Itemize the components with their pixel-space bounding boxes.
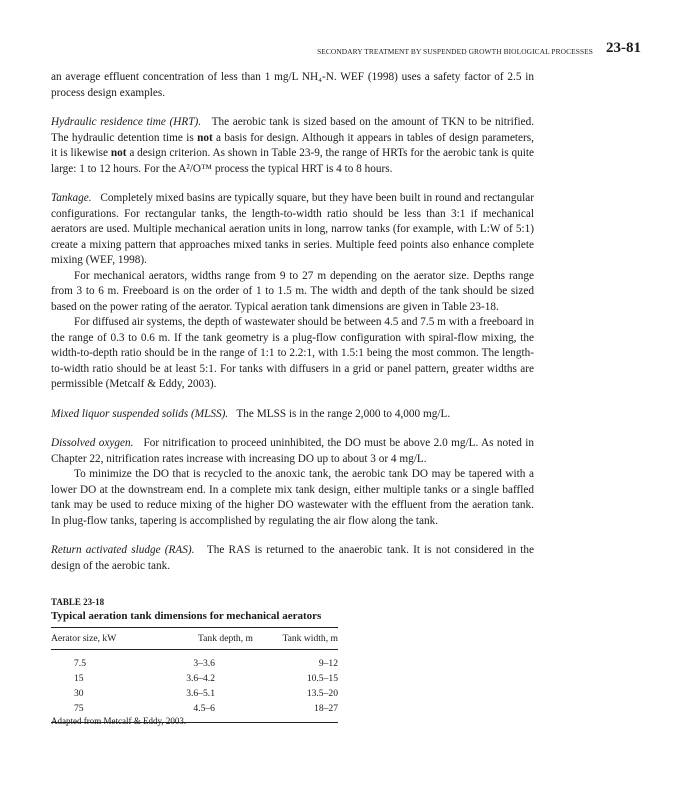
hrt-text-2: a basis for design. Although it appears in tables of design parameters, it is likewise — [51, 131, 534, 159]
table-row — [51, 686, 338, 701]
hrt-text-3: a design criterion. As shown in Table 23-9, the range of HRTs for the aerobic tank is quite large: 1 to 12 hours. For the A²/O™ process the typical HRT is 4 to 8 hours. — [51, 147, 535, 175]
paragraph-do-tapering: To minimize the DO that is recycled to the anoxic tank, the aerobic tank DO may be tapered with a lower DO at the downstream end. In a complete mix tank design, either multiple tanks or a single baffled tank may be used to reduce mixing of the higher DO wastewater with the effluent from the aeration tank. In plug-flow tanks, tapering is accomplished by regulating the air flow along the tank. — [51, 468, 534, 527]
table-cell: 18–27 — [253, 701, 338, 723]
table-cell: 7.5 — [74, 658, 86, 669]
table-caption: Typical aeration tank dimensions for mechanical aerators — [51, 610, 322, 622]
dimensions-table — [51, 627, 338, 723]
column-header: Tank depth, m — [151, 628, 253, 650]
paragraph-tankage — [51, 191, 534, 269]
table-source-note: Adapted from Metcalf & Eddy, 2003. — [51, 716, 187, 726]
table-cell: 3.6–4.2 — [186, 673, 215, 684]
do-heading: Dissolved oxygen. — [51, 437, 134, 449]
table-cell: 30 — [74, 688, 84, 699]
mlss-text: The MLSS is in the range 2,000 to 4,000 mg/L. — [236, 407, 451, 420]
page-number: 23-81 — [606, 40, 641, 56]
column-header: Aerator size, kW — [51, 628, 151, 650]
hrt-emphasis-1: not — [197, 131, 213, 144]
ras-text: The RAS is returned to the anaerobic tank. It is not considered in the design of the aerobic tank. — [51, 544, 534, 572]
table-cell: 3–3.6 — [193, 658, 215, 669]
ras-heading: Return activated sludge (RAS). — [51, 544, 195, 556]
hrt-text-1: The aerobic tank is sized based on the amount of TKN to be nitrified. The hydraulic detention time is — [51, 116, 535, 144]
paragraph-do — [51, 436, 534, 467]
paragraph-mlss — [51, 407, 534, 423]
table-row — [51, 671, 338, 686]
do-text: For nitrification to proceed uninhibited, the DO must be above 2.0 mg/L. As noted in Chapter 22, nitrification rates increase with increasing DO up to about 3 or 4 mg/L. — [51, 437, 535, 465]
hrt-emphasis-2: not — [110, 147, 127, 159]
paragraph-ras — [51, 543, 534, 574]
table-cell: 4.5–6 — [151, 701, 253, 723]
column-header: Tank width, m — [253, 628, 338, 650]
paragraph-mechanical: For mechanical aerators, widths range from 9 to 27 m depending on the aerator size. Depths range from 3 to 6 m. Freeboard is on the order of 1 to 1.5 m. The width and depth of the tank should be sized based on the power rating of the aerator. Typical aeration tank dimensions are given in Table 23-18. — [51, 269, 534, 313]
page-header — [51, 40, 641, 62]
body-text — [51, 70, 534, 574]
table-row — [51, 650, 338, 672]
table-cell: 10.5–15 — [306, 673, 338, 684]
mlss-heading: Mixed liquor suspended solids (MLSS). — [51, 407, 229, 420]
hrt-heading: Hydraulic residence time (HRT). — [51, 116, 202, 128]
table-cell: 9–12 — [318, 658, 338, 669]
running-title: SECONDARY TREATMENT BY SUSPENDED GROWTH BIOLOGICAL PROCESSES — [317, 47, 593, 56]
table-cell: 13.5–20 — [306, 688, 338, 699]
table-header-row — [51, 628, 338, 650]
table-cell: 3.6–5.1 — [186, 688, 215, 699]
paragraph-diffused: For diffused air systems, the depth of wastewater should be between 4.5 and 7.5 m with a freeboard in the range of 0.3 to 0.6 m. If the tank geometry is a plug-flow configuration with spiral-flow mixing, the width-to-depth ratio should be in the range of 1:1 to 2.2:1, with 1.5:1 being the most common. The length-to-width ratio should be at least 5:1. For tanks with diffusers in a grid or panel pattern, greater widths are permissible (Metcalf & Eddy, 2003). — [51, 316, 534, 390]
table-23-18 — [51, 596, 338, 723]
table-cell: 15 — [74, 673, 84, 684]
paragraph-hrt — [51, 115, 534, 177]
table-label: TABLE 23-18 — [51, 597, 105, 607]
table-cell: 75 — [51, 701, 151, 723]
tankage-heading: Tankage. — [51, 192, 92, 204]
tankage-text: Completely mixed basins are typically square, but they have been built in round and rectangular configurations. For rectangular tanks, the length-to-width ratio should be less than 3:1 if mechanical aerators are used. Multiple mechanical aeration units in long, narrow tanks (for example, with L:W of 5:1) create a mixing pattern that approaches mixed tanks in series. Multiple feed points also enhance complete mixing (WEF, 1998). — [51, 192, 535, 266]
paragraph-intro: an average effluent concentration of less than 1 mg/L NH₄-N. WEF (1998) uses a safety factor of 2.5 in process design examples. — [51, 71, 534, 99]
